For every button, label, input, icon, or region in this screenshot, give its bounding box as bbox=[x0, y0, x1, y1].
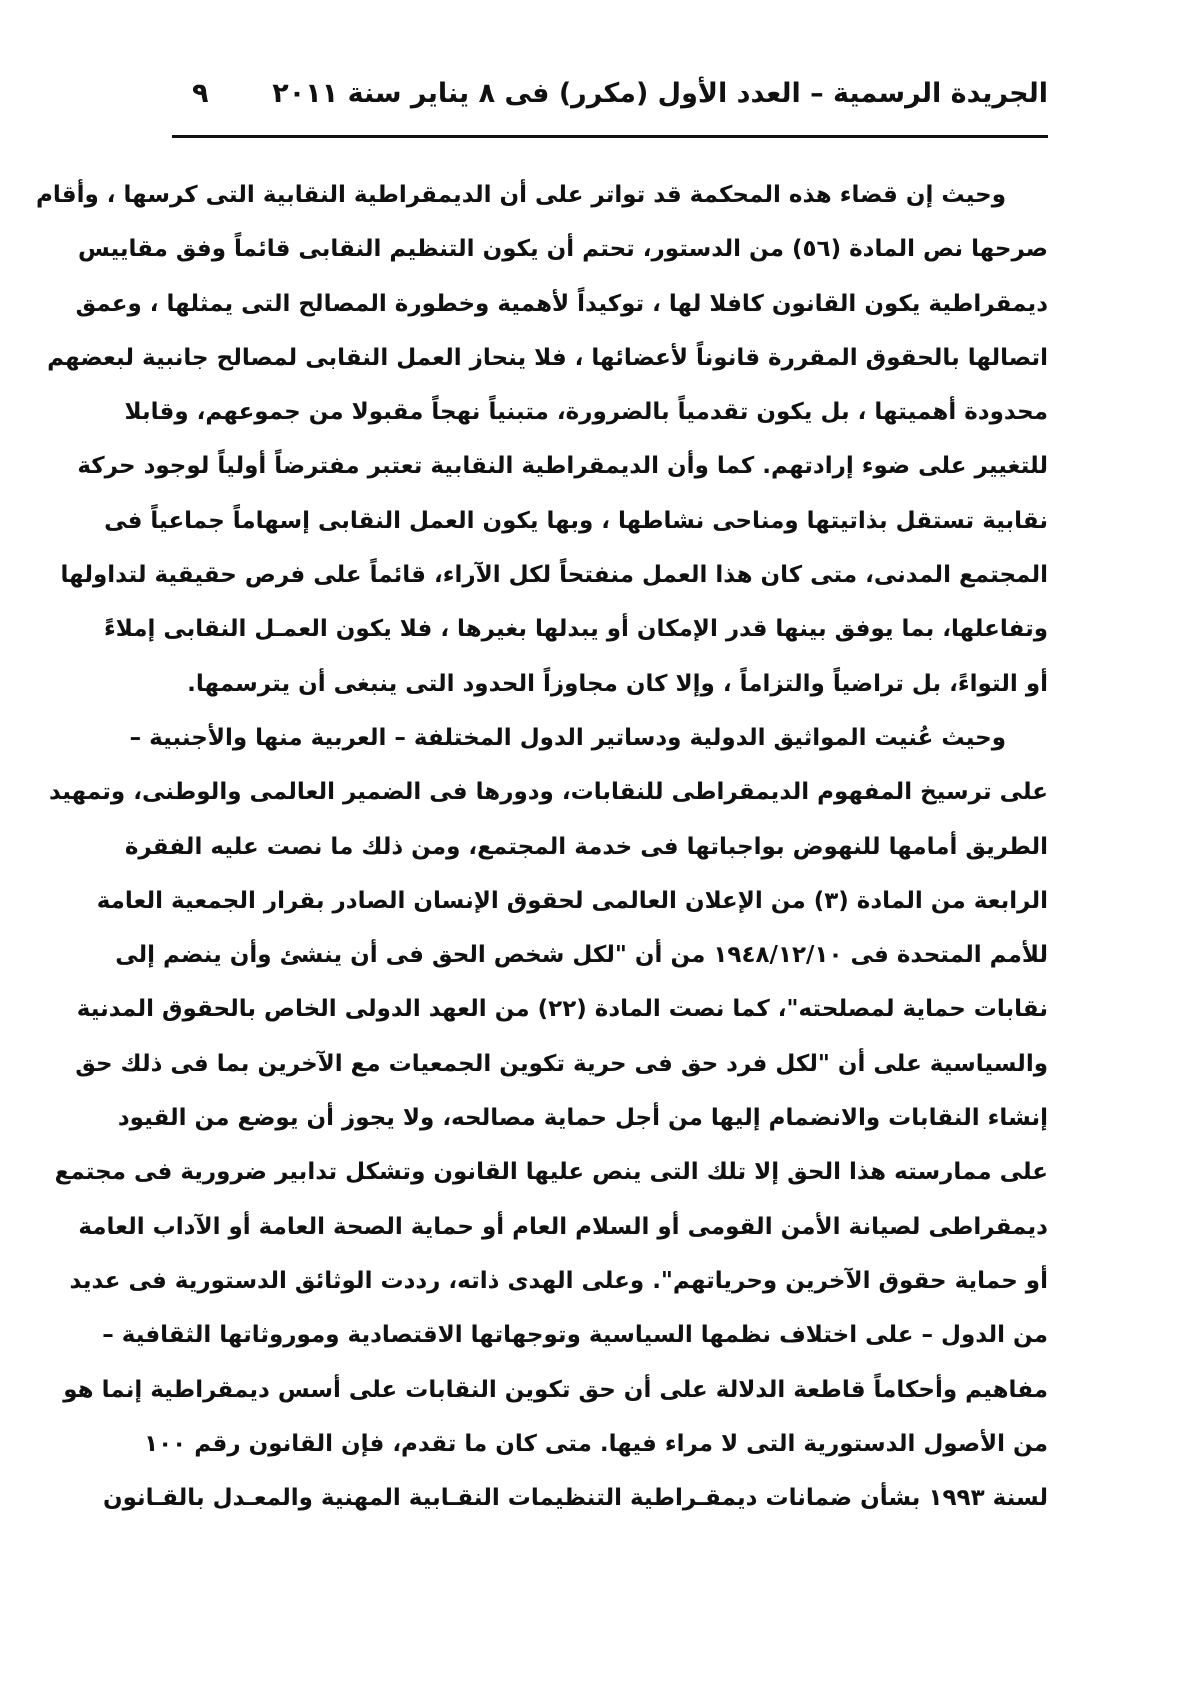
text-line: أو التواءً، بل تراضياً والتزاماً ، وإلا كان مجاوزاً الحدود التى ينبغى أن يترسمها. bbox=[187, 670, 1048, 697]
text-line: اتصالها بالحقوق المقررة قانوناً لأعضائها ، فلا ينحاز العمل النقابى لمصالح جانبية لبعضهم bbox=[47, 344, 1048, 371]
header-title: الجريدة الرسمية – العدد الأول (مكرر) فى ٨ يناير سنة ٢٠١١ bbox=[272, 78, 1048, 109]
text-line: من الدول – على اختلاف نظمها السياسية وتوجهاتها الاقتصادية وموروثاتها الثقافية – bbox=[102, 1322, 1048, 1349]
text-line: صرحها نص المادة (٥٦) من الدستور، تحتم أن يكون التنظيم النقابى قائماً وفق مقاييس bbox=[77, 236, 1048, 263]
text-line: مفاهيم وأحكاماً قاطعة الدلالة على أن حق تكوين النقابات على أسس ديمقراطية إنما هو bbox=[63, 1376, 1048, 1403]
text-line: نقابات حماية لمصلحته"، كما نصت المادة (٢٢) من العهد الدولى الخاص بالحقوق المدنية bbox=[76, 996, 1048, 1023]
text-line: ديمقراطى لصيانة الأمن القومى أو السلام العام أو حماية الصحة العامة أو الآداب العامة bbox=[78, 1213, 1048, 1240]
text-line: أو حماية حقوق الآخرين وحرياتهم". وعلى الهدى ذاته، رددت الوثائق الدستورية فى عديد bbox=[69, 1267, 1048, 1294]
text-line: محدودة أهميتها ، بل يكون تقدمياً بالضرورة، متبنياً نهجاً مقبولا من جموعهم، وقابلا bbox=[124, 399, 1048, 426]
text-line: نقابية تستقل بذاتيتها ومناحى نشاطها ، وبها يكون العمل النقابى إسهاماً جماعياً فى bbox=[104, 507, 1048, 534]
text-line: على ممارسته هذا الحق إلا تلك التى ينص عليها القانون وتشكل تدابير ضرورية فى مجتمع bbox=[54, 1159, 1048, 1186]
paragraph-2 bbox=[48, 711, 1048, 1525]
text-line: وحيث عُنيت المواثيق الدولية ودساتير الدول المختلفة – العربية منها والأجنبية – bbox=[129, 724, 1006, 751]
text-line: الرابعة من المادة (٣) من الإعلان العالمى لحقوق الإنسان الصادر بقرار الجمعية العامة bbox=[96, 887, 1048, 914]
text-line: الطريق أمامها للنهوض بواجباتها فى خدمة المجتمع، ومن ذلك ما نصت عليه الفقرة bbox=[124, 833, 1048, 860]
text-line: وتفاعلها، بما يوفق بينها قدر الإمكان أو يبدلها بغيرها ، فلا يكون العمـل النقابى إملاءً bbox=[104, 616, 1048, 643]
text-line: إنشاء النقابات والانضمام إليها من أجل حماية مصالحه، ولا يجوز أن يوضع من القيود bbox=[117, 1105, 1048, 1132]
text-line: للأمم المتحدة فى ١٩٤٨/١٢/١٠ من أن "لكل شخص الحق فى أن ينشئ وأن ينضم إلى bbox=[115, 942, 1048, 969]
page-number: ٩ bbox=[192, 78, 209, 109]
text-line: من الأصول الدستورية التى لا مراء فيها. متى كان ما تقدم، فإن القانون رقم ١٠٠ bbox=[144, 1430, 1048, 1457]
text-line: للتغيير على ضوء إرادتهم. كما وأن الديمقراطية النقابية تعتبر مفترضاً أولياً لوجود حركة bbox=[77, 453, 1048, 480]
text-line: لسنة ١٩٩٣ بشأن ضمانات ديمقـراطية التنظيمات النقـابية المهنية والمعـدل بالقـانون bbox=[102, 1485, 1048, 1512]
paragraph-1 bbox=[36, 168, 1048, 711]
text-line: المجتمع المدنى، متى كان هذا العمل منفتحاً لكل الآراء، قائماً على فرص حقيقية لتداولها bbox=[60, 562, 1048, 589]
body-text bbox=[36, 168, 1048, 1525]
text-line: على ترسيخ المفهوم الديمقراطى للنقابات، ودورها فى الضمير العالمى والوطنى، وتمهيد bbox=[48, 779, 1048, 806]
text-line: وحيث إن قضاء هذه المحكمة قد تواتر على أن الديمقراطية النقابية التى كرسها ، وأقام bbox=[36, 182, 1006, 208]
page-header bbox=[172, 72, 1048, 120]
text-line: ديمقراطية يكون القانون كافلا لها ، توكيداً لأهمية وخطورة المصالح التى يمثلها ، وعمق bbox=[75, 290, 1048, 317]
header-rule bbox=[172, 135, 1048, 138]
text-line: والسياسية على أن "لكل فرد حق فى حرية تكوين الجمعيات مع الآخرين بما فى ذلك حق bbox=[75, 1050, 1048, 1077]
